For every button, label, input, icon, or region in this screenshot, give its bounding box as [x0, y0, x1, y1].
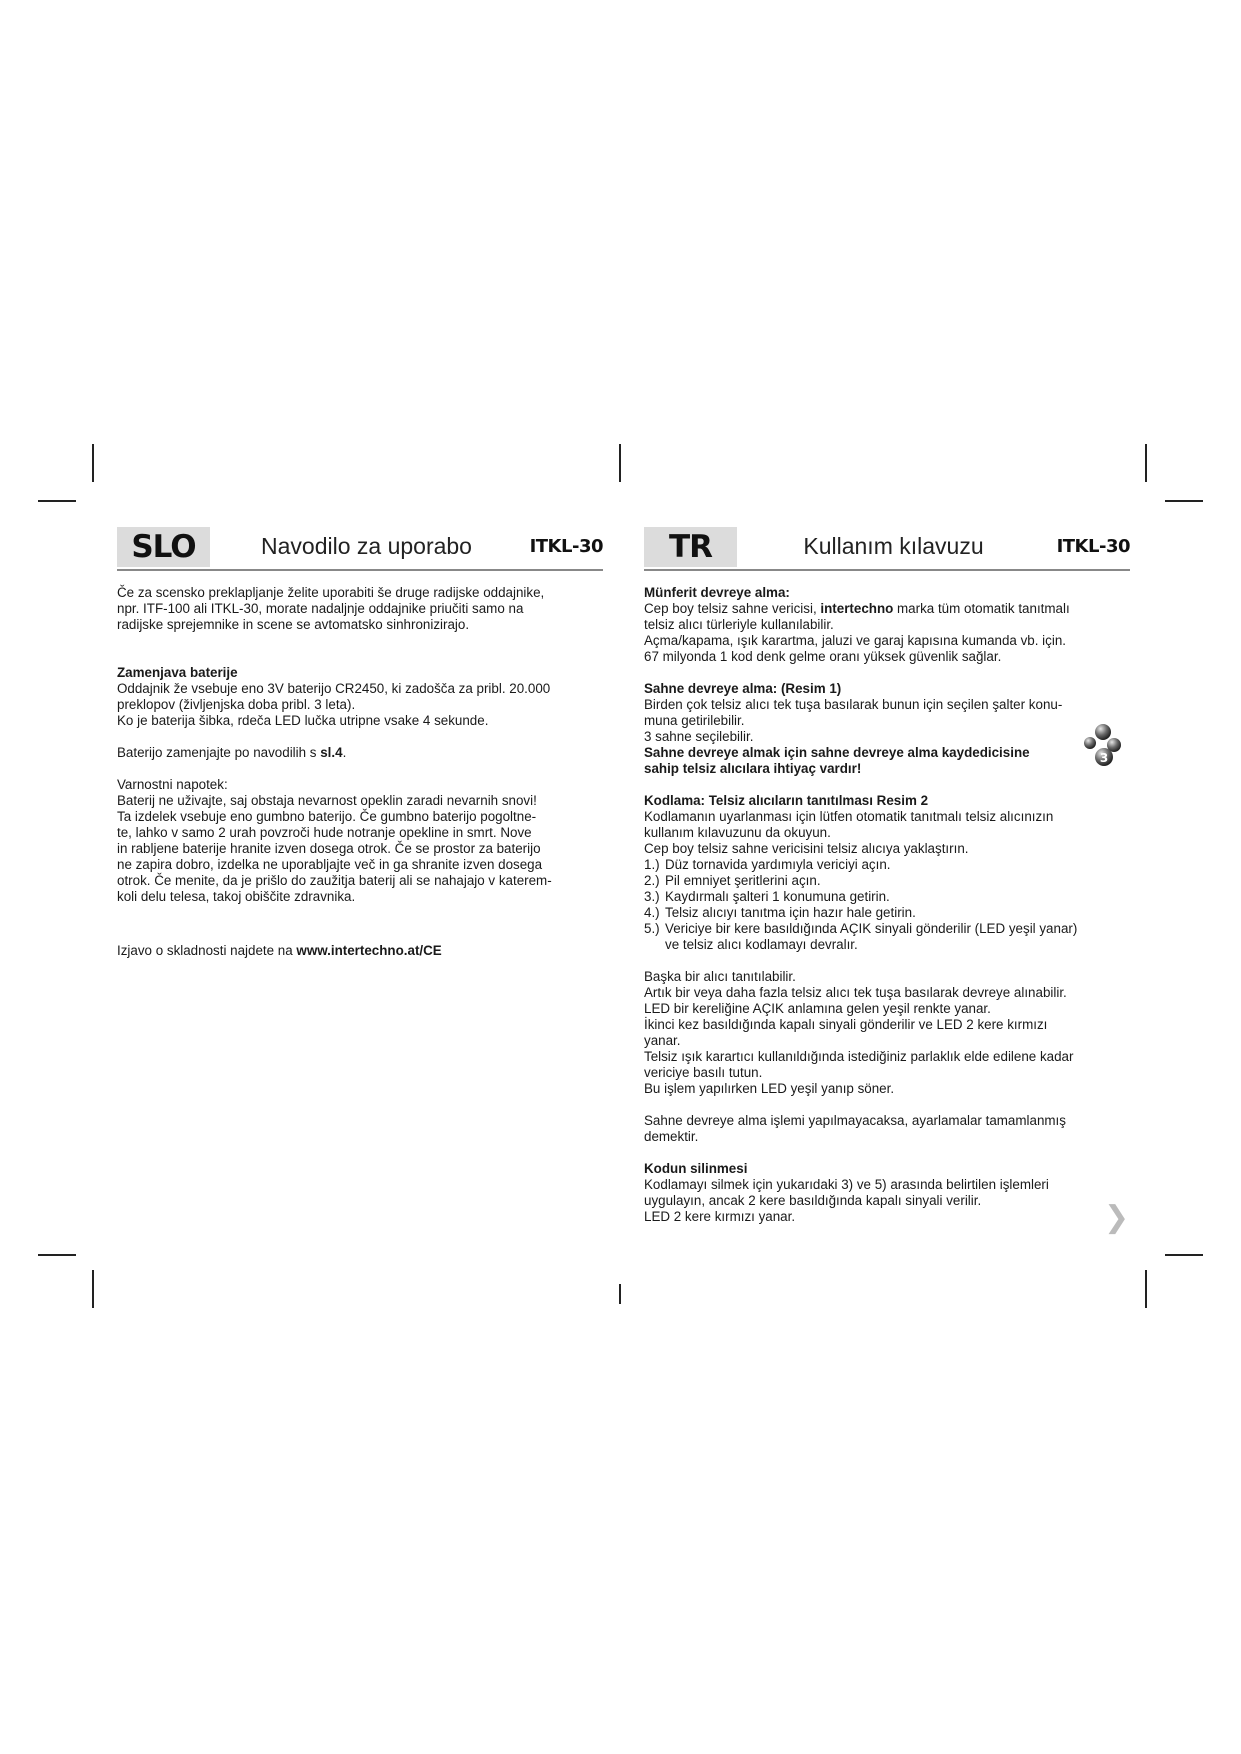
step-number: 5.)	[644, 921, 660, 936]
crop-mark	[619, 444, 621, 482]
single-line1-suffix: marka tüm otomatik tanıtmalı	[893, 601, 1070, 616]
delete-heading: Kodun silinmesi	[644, 1161, 748, 1176]
conformity-prefix: Izjavo o skladnosti najdete na	[117, 943, 297, 958]
safety-text: Baterij ne uživajte, saj obstaja nevarnost opeklin zaradi nevarnih snovi! Ta izdelek vsebuje eno gumbno baterijo. Če gumbno baterijo pogoltne- te, lahko v samo 2 urah povzroči hude notranje opekline in smrt. Nove in rabljene baterije hranite izven dosega otrok. Če se prostor za baterijo ne zapira dobro, izdelka ne uporabljajte več in ga shranite izven dosega otrok. Če menite, da je prišlo do zaužitja baterij ali se nahajajo v katerem- koli delu telesa, takoj obiščite zdravnika.	[117, 793, 552, 904]
page-header	[644, 527, 1130, 571]
crop-mark	[1145, 444, 1147, 482]
page-header	[117, 527, 603, 571]
list-item	[644, 873, 1130, 889]
single-heading: Münferit devreye alma:	[644, 585, 790, 600]
coding-after-text: Başka bir alıcı tanıtılabilir. Artık bir veya daha fazla telsiz alıcı tek tuşa basılarak devreye alınabilir. LED bir kereliğine AÇIK anlamına gelen yeşil renkte yanar. İkinci kez basıldığında kapalı sinyali gönderilir ve LED 2 kere kırmızı yanar. Telsiz ışık karartıcı kullanıldığında istediğiniz parlaklık elde edilene kadar vericiye basılı tutun. Bu işlem yapılırken LED yeşil yanıp söner.	[644, 969, 1074, 1096]
page-body	[644, 585, 1130, 1225]
page-body	[117, 585, 603, 959]
step-number: 2.)	[644, 873, 660, 888]
conformity-text	[117, 943, 603, 959]
model-number: ITKL-30	[529, 536, 603, 557]
battery-replace-text	[117, 745, 603, 761]
step-text: Düz tornavida yardımıyla vericiyi açın.	[665, 857, 891, 872]
scene-badge-icon	[1081, 723, 1133, 773]
language-code: SLO	[117, 527, 210, 567]
crop-mark	[92, 1270, 94, 1308]
step-text: Kaydırmalı şalteri 1 konumuna getirin.	[665, 889, 890, 904]
figure-reference: sl.4	[320, 745, 343, 760]
scene-note: Sahne devreye almak için sahne devreye alma kaydedicisine sahip telsiz alıcılara ihtiyaç vardır!	[644, 745, 1030, 776]
list-item	[644, 921, 1130, 953]
coding-done-text: Sahne devreye alma işlemi yapılmayacaksa, ayarlamalar tamamlanmış demektir.	[644, 1113, 1066, 1144]
scene-text: Birden çok telsiz alıcı tek tuşa basılarak bunun için seçilen şalter konu- muna getirilebilir. 3 sahne seçilebilir.	[644, 697, 1063, 744]
single-text: telsiz alıcı türleriyle kullanılabilir. Açma/kapama, ışık karartma, jaluzi ve garaj kapısına kumanda vb. için. 67 milyonda 1 kod denk gelme oranı yüksek güvenlik sağlar.	[644, 617, 1066, 664]
battery-heading: Zamenjava baterije	[117, 665, 238, 680]
crop-mark	[1165, 500, 1203, 502]
turkish-page	[644, 527, 1130, 1225]
model-number: ITKL-30	[1056, 536, 1130, 557]
crop-mark	[38, 500, 76, 502]
page-title: Navodilo za uporabo	[261, 533, 472, 559]
crop-mark	[92, 444, 94, 482]
delete-text: Kodlamayı silmek için yukarıdaki 3) ve 5) arasında belirtilen işlemleri uygulayın, ancak 2 kere basıldığında kapalı sinyali verilir. LED 2 kere kırmızı yanar.	[644, 1177, 1049, 1224]
step-text: Telsiz alıcıyı tanıtma için hazır hale getirin.	[665, 905, 916, 920]
language-code: TR	[644, 527, 737, 567]
brand-name: intertechno	[820, 601, 894, 616]
single-line1	[644, 601, 1130, 617]
svg-text:3: 3	[1099, 751, 1109, 765]
step-text: Vericiye bir kere basıldığında AÇIK sinyali gönderilir (LED yeşil yanar) ve telsiz alıcı kodlamayı devralır.	[665, 921, 1078, 952]
safety-heading: Varnostni napotek:	[117, 777, 228, 792]
intro-paragraph: Če za scensko preklapljanje želite uporabiti še druge radijske oddajnike, npr. ITF-100 ali ITKL-30, morate nadaljnje oddajnike priučiti samo na radijske sprejemnike in scene se avtomatsko sinhronizirajo.	[117, 585, 545, 632]
coding-text: Kodlamanın uyarlanması için lütfen otomatik tanıtmalı telsiz alıcınızın kullanım kılavuzunu da okuyun. Cep boy telsiz sahne vericisini telsiz alıcıya yaklaştırın.	[644, 809, 1054, 856]
list-item	[644, 889, 1130, 905]
crop-mark	[1165, 1254, 1203, 1256]
step-number: 1.)	[644, 857, 660, 872]
page-title: Kullanım kılavuzu	[803, 533, 984, 559]
slovenian-page	[117, 527, 603, 959]
battery-replace-prefix: Baterijo zamenjajte po navodilih s	[117, 745, 321, 760]
battery-text: Oddajnik že vsebuje eno 3V baterijo CR2450, ki zadošča za pribl. 20.000 preklopov (življenjska doba pribl. 3 leta). Ko je baterija šibka, rdeča LED lučka utripne vsake 4 sekunde.	[117, 681, 551, 728]
list-item	[644, 857, 1130, 873]
crop-mark	[619, 1284, 621, 1304]
step-number: 3.)	[644, 889, 660, 904]
step-text: Pil emniyet şeritlerini açın.	[665, 873, 821, 888]
crop-mark	[1145, 1270, 1147, 1308]
scene-heading: Sahne devreye alma: (Resim 1)	[644, 681, 842, 696]
step-number: 4.)	[644, 905, 660, 920]
battery-replace-suffix: .	[342, 745, 347, 760]
single-line1-prefix: Cep boy telsiz sahne vericisi,	[644, 601, 821, 616]
chevron-right-icon[interactable]: ❯	[1104, 1200, 1130, 1235]
crop-mark	[38, 1254, 76, 1256]
coding-heading: Kodlama: Telsiz alıcıların tanıtılması Resim 2	[644, 793, 929, 808]
conformity-link[interactable]: www.intertechno.at/CE	[296, 943, 442, 958]
list-item	[644, 905, 1130, 921]
coding-steps	[644, 857, 1130, 953]
